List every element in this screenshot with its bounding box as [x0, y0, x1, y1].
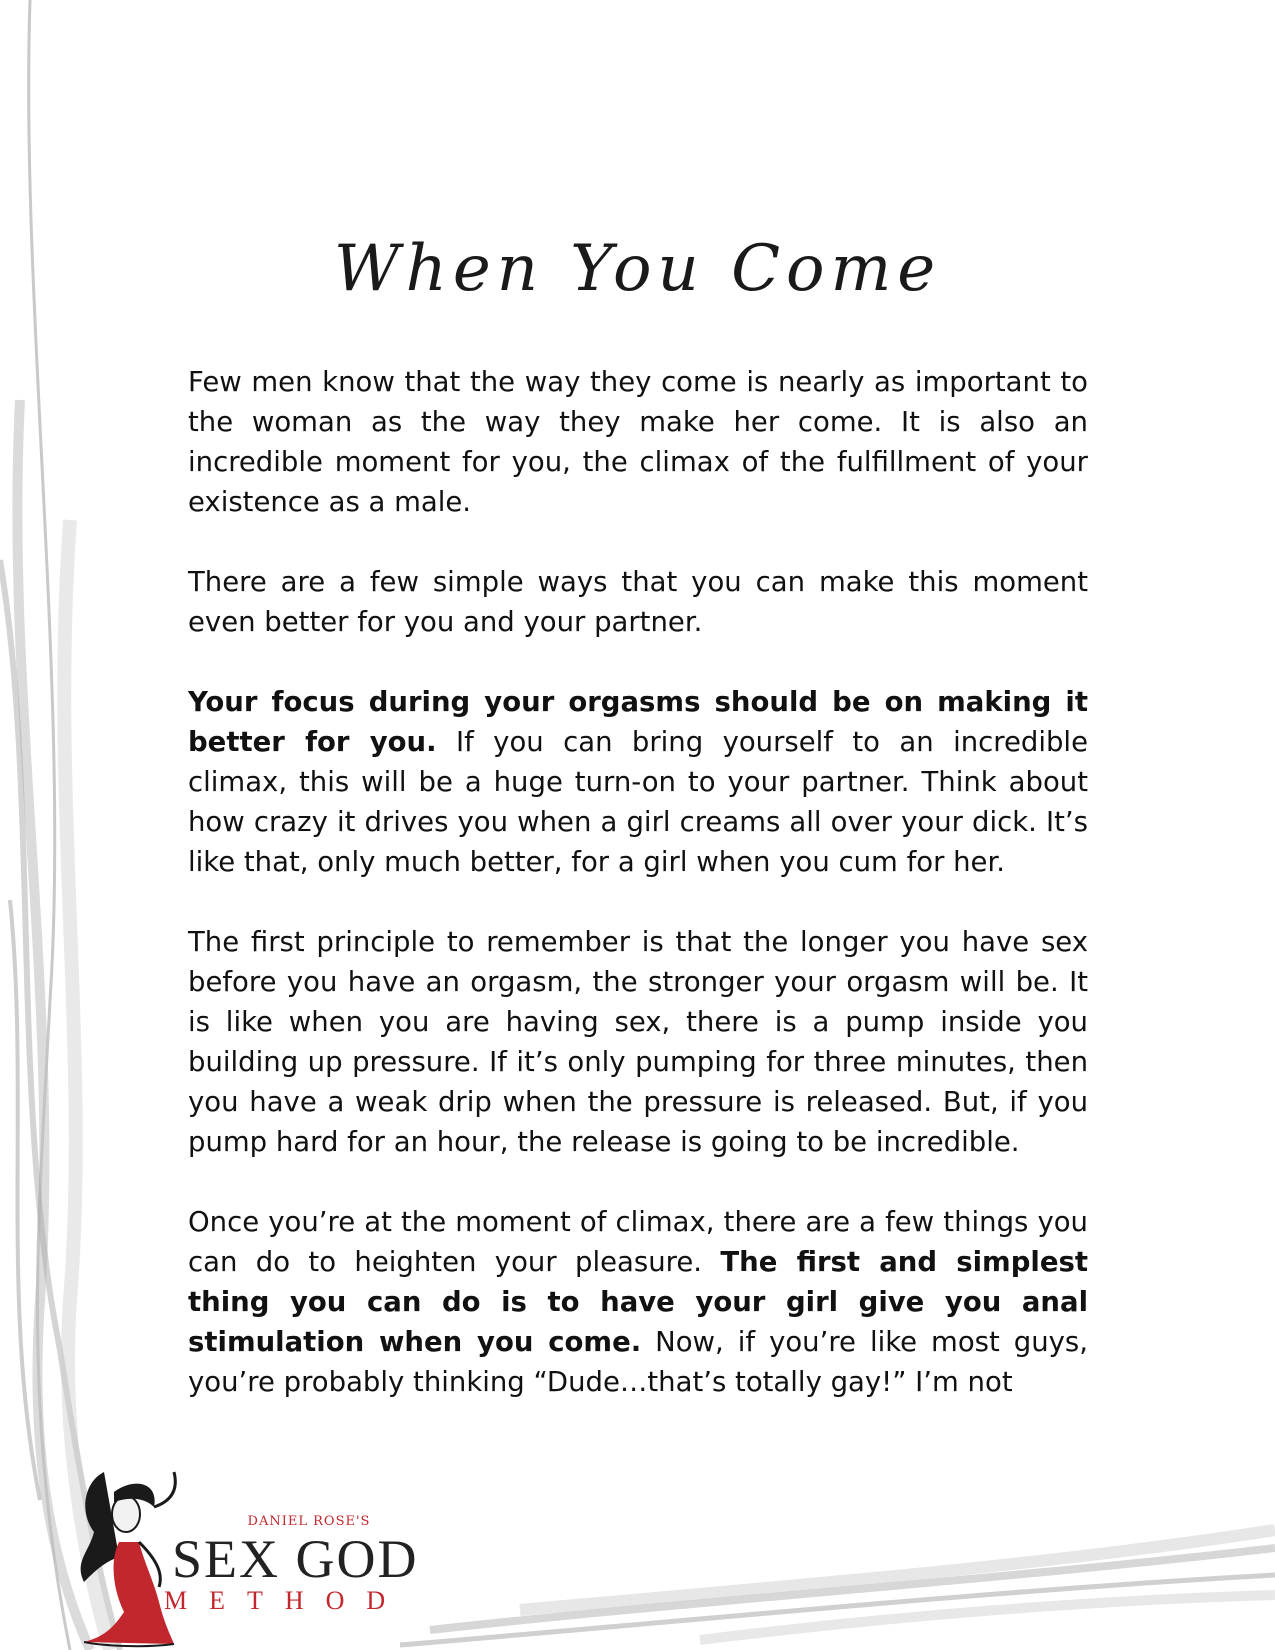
text-segment: There are a few simple ways that you can make this moment even better for you and your partner.: [188, 566, 1088, 638]
text-segment: Once you’re at the moment of climax, there are a few things you can do to heighten your pleasure.: [188, 1206, 1088, 1278]
page-title: When You Come: [333, 232, 942, 306]
body-paragraph: [188, 362, 1088, 522]
body-paragraph: [188, 562, 1088, 642]
bottom-swoosh-curve-4: [700, 1595, 1275, 1640]
text-segment: The first principle to remember is that the longer you have sex before you have an orgasm, the stronger your orgasm will be. It is like when you are having sex, there is a pump inside you building up pressure. If it’s only pumping for three minutes, then you have a weak drip when the pressure is released. But, if you pump hard for an hour, the release is going to be incredible.: [188, 926, 1088, 1158]
text-segment: If you can bring yourself to an incredible climax, this will be a huge turn-on to your partner. Think about how crazy it drives you when a girl creams all over your dick. It’s like that, only much better, for a girl when you cum for her.: [188, 726, 1088, 878]
logo-sub-text: METHOD: [164, 1586, 408, 1615]
body-paragraph: [188, 682, 1088, 882]
brand-logo: [64, 1462, 424, 1650]
text-segment: Now, if you’re like most guys, you’re probably thinking “Dude…that’s totally gay!” I’m not: [188, 1326, 1088, 1398]
body-paragraph: [188, 922, 1088, 1162]
bold-text-segment: Your focus during your orgasms should be on making it better for you.: [188, 686, 1088, 758]
logo-main-text: SEX GOD: [172, 1529, 419, 1589]
body-text: [188, 362, 1088, 1442]
bottom-swoosh-curve-1: [430, 1548, 1275, 1630]
body-paragraph: [188, 1202, 1088, 1402]
text-segment: Few men know that the way they come is nearly as important to the woman as the way they make her come. It is also an incredible moment for you, the climax of the fulfillment of your existence as a male.: [188, 366, 1088, 518]
bold-text-segment: The first and simplest thing you can do is to have your girl give you anal stimulation when you come.: [188, 1246, 1088, 1358]
logo-owner-text: DANIEL ROSE'S: [247, 1514, 371, 1529]
